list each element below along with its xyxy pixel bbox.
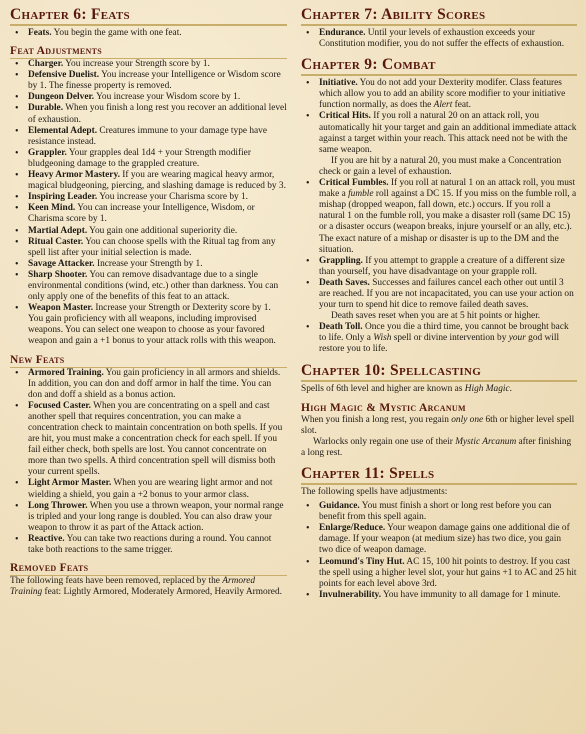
chapter-7-list [301, 28, 577, 50]
new-feats-list [10, 368, 287, 557]
term: Elemental Adept. [28, 125, 98, 136]
term: Enlarge/Reduce. [319, 523, 386, 534]
term: Inspiring Leader. [28, 192, 98, 203]
term: Sharp Shooter. [28, 269, 88, 280]
term: Death Saves. [319, 277, 370, 288]
term: Focused Caster. [28, 400, 91, 411]
italic-run: Armored Training [10, 576, 256, 598]
italic-run: your [508, 333, 526, 344]
italic-run: Wish [373, 333, 392, 344]
list-item [301, 256, 577, 278]
list-item [10, 59, 287, 70]
list-item [10, 501, 287, 534]
description: Your weapon damage gains one additional die of damage. If your weapon (at medium size) has two dice, you gain two dice of weapon damage. [319, 523, 570, 556]
list-item [10, 192, 287, 203]
description: If you attempt to grapple a creature of a different size than yourself, you have disadvantage on your grapple roll. [319, 255, 565, 277]
description: Until your levels of exhaustion exceeds your Constitution modifier, you do not suffer the effects of exhaustion. [319, 28, 565, 50]
removed-feats-heading: Removed Feats [10, 562, 287, 576]
new-feats-heading: New Feats [10, 354, 287, 368]
term: Feats. [28, 28, 52, 38]
term: Critical Fumbles. [319, 178, 389, 189]
description: You can increase your Intelligence, Wisdom, or Charisma score by 1. [28, 203, 255, 225]
list-item [10, 103, 287, 125]
list-item [301, 178, 577, 256]
term: Charger. [28, 59, 64, 70]
description: You increase your Charisma score by 1. [97, 192, 249, 203]
list-item [10, 303, 287, 347]
list-item [301, 501, 577, 523]
term: Light Armor Master. [28, 478, 112, 489]
list-item [10, 534, 287, 556]
term: Heavy Armor Mastery. [28, 170, 120, 181]
text-run: after finishing a long rest. [301, 436, 572, 458]
description: Increase your Strength by 1. [94, 258, 203, 269]
description: You must finish a short or long rest before you can benefit from this spell again. [319, 501, 552, 523]
term: Armored Training. [28, 367, 104, 378]
text-run: The following feats have been removed, replaced by the [10, 576, 223, 587]
list-item [10, 478, 287, 500]
chapter-11-heading: Chapter 11: Spells [301, 465, 577, 485]
chapter-7-heading: Chapter 7: Ability Scores [301, 6, 577, 26]
description: You gain one additional superiority die. [87, 225, 238, 236]
term: Martial Adept. [28, 225, 88, 236]
list-item [10, 170, 287, 192]
feat-adjustments-list [10, 59, 287, 347]
description-continued: Death saves reset when you are at 5 hit points or higher. [331, 311, 541, 322]
chapter-9-heading: Chapter 9: Combat [301, 56, 577, 76]
term: Dungeon Delver. [28, 92, 95, 103]
term: Death Toll. [319, 322, 363, 333]
term: Weapon Master. [28, 303, 94, 314]
term: Defensive Duelist. [28, 70, 100, 81]
chapter-10-text [301, 384, 577, 395]
right-column [301, 6, 577, 601]
text-run: spell or divine intervention by [391, 333, 509, 344]
chapter-11-intro: The following spells have adjustments: [301, 487, 448, 497]
term: Endurance. [319, 28, 366, 38]
term: Leomund's Tiny Hut. [319, 556, 405, 567]
mystic-arcanum-heading: High Magic & Mystic Arcanum [301, 401, 466, 414]
description: You have immunity to all damage for 1 minute. [381, 589, 561, 600]
text-run: roll against a DC 15. If you miss on the fumble roll, a mishap (dropped weapon, fall down, etc.) occurs. If you roll a natural 1 on the fumble roll, you make a disaster roll (same DC 15) or a disaster occurs (weapon breaks, injure yourself or an ally, etc.). The exact nature of a mishap or disaster is up to the DM and the situation. [319, 189, 577, 255]
italic-run: High Magic [464, 383, 510, 394]
description: You can choose spells with the Ritual tag from any spell list after your initial selection is made. [28, 236, 276, 258]
italic-run: Alert [433, 100, 453, 111]
term: Keen Mind. [28, 203, 76, 214]
term: Initiative. [319, 78, 358, 89]
list-item [10, 226, 287, 237]
description: You do not add your Dexterity modifer. Class features which allow you to add an ability score modifier to your initiative function normally, as does the [319, 78, 566, 111]
list-item [301, 28, 577, 50]
text-run: Warlocks only regain one use of their [313, 436, 456, 447]
text-run: feat: Lightly Armored, Moderately Armored, Heavily Armored. [42, 587, 282, 598]
description: Increase your Strength or Dexterity score by 1. You gain proficiency with all weapons, including improvised weapons. You can select one weapon to choose as your favored weapon and gain a +1 bonus to your attack rolls with this weapon. [28, 303, 276, 347]
list-item [301, 111, 577, 178]
list-item [10, 28, 287, 39]
description: You increase your Wisdom score by 1. [94, 92, 241, 103]
description: You gain proficiency in all armors and shields. In addition, you can don and doff armor in half the time. You can don and doff a shield as a bonus action. [28, 367, 281, 400]
description: You increase your Intelligence or Wisdom score by 1. The finesse property is removed. [28, 70, 281, 92]
description: AC 15, 100 hit points to destroy. If you cast the spell using a higher level slot, your hut gains +1 to AC and 25 hit points for each level above 3rd. [319, 556, 577, 589]
list-item [10, 203, 287, 225]
term: Critical Hits. [319, 111, 371, 122]
arcanum-text [301, 415, 577, 437]
chapter-9-list [301, 78, 577, 355]
chapter-10-heading: Chapter 10: Spellcasting [301, 362, 577, 382]
term: Grappling. [319, 255, 363, 266]
description: Creatures immune to your damage type have resistance instead. [28, 125, 267, 147]
description-continued: If you are hit by a natural 20, you must make a Concentration check or gain a level of exhaustion. [319, 155, 562, 177]
list-item [10, 259, 287, 270]
description: Once you die a third time, you cannot be brought back to life. Only a [319, 322, 569, 344]
term: Long Thrower. [28, 500, 88, 511]
list-item [10, 368, 287, 401]
list-item [301, 557, 577, 590]
text-run: Spells of 6th level and higher are known as [301, 383, 465, 394]
term: Reactive. [28, 533, 65, 544]
text-run: feat. [452, 100, 471, 111]
text-run: 6th or higher level spell slot. [301, 414, 575, 436]
description: When you are concentrating on a spell and cast another spell that requires concentration, you can make a concentration check to maintain concentration on both spells. If you are hit, you must make a concentration check for each spell. If you fail either check, both spells are lost. You cannot concentrate on more than two spells. A third concentration spell will dismiss both your current spells. [28, 400, 283, 478]
chapter-6-list [10, 28, 287, 39]
list-item [301, 590, 577, 601]
description: Successes and failures cancel each other out until 3 are reached. If you are not incapacitated, you can use your action on your turn to spend hit dice to remove failed death saves. [319, 277, 574, 311]
feat-adjustments-heading: Feat Adjustments [10, 45, 287, 59]
term: Durable. [28, 103, 64, 114]
list-item [301, 523, 577, 556]
italic-run: fumble [348, 189, 374, 200]
term: Grappler. [28, 147, 67, 158]
list-item [10, 92, 287, 103]
chapter-11-list [301, 501, 577, 601]
list-item [10, 237, 287, 259]
left-column [10, 6, 287, 598]
removed-feats-text [10, 576, 287, 598]
term: Guidance. [319, 501, 360, 512]
description: If you roll a natural 20 on an attack roll, you automatically hit your target and gain an additional immediate attack against a target within your reach. This attack need not be with the same weapon. [319, 111, 577, 155]
chapter-6-heading: Chapter 6: Feats [10, 6, 287, 26]
list-item [301, 322, 577, 355]
term: Savage Attacker. [28, 258, 95, 269]
description: When you finish a long rest you recover an additional level of exhaustion. [28, 103, 287, 125]
description: If you roll at natural 1 on an attack roll, you must make a [319, 178, 576, 200]
list-item [10, 126, 287, 148]
list-item [10, 401, 287, 479]
description: When you use a thrown weapon, your normal range is tripled and your long range is doubled. You can also draw your weapon to throw it as part of the Attack action. [28, 500, 284, 533]
description: You begin the game with one feat. [51, 28, 182, 38]
italic-run: only one [451, 414, 484, 425]
list-item [10, 148, 287, 170]
list-item [10, 70, 287, 92]
description: Your grapples deal 1d4 + your Strength modifier bludgeoning damage to the grappled creature. [28, 147, 251, 169]
list-item [301, 78, 577, 111]
description: You can take two reactions during a round. You cannot take both reactions to the same trigger. [28, 533, 272, 556]
description: You increase your Strength score by 1. [63, 59, 210, 70]
text-run: When you finish a long rest, you regain [301, 414, 452, 425]
list-item [10, 270, 287, 303]
arcanum-text-2 [301, 437, 577, 459]
text-run: . [509, 383, 512, 394]
list-item [301, 278, 577, 322]
description: You can remove disadvantage due to a single environmental conditions (wind, etc.) other than darkness. You can only apply one of the benefits of this feat to an attack. [28, 269, 279, 303]
description: If you are wearing magical heavy armor, magical bludgeoning, piercing, and slashing damage is reduced by 3. [28, 170, 286, 192]
text-run: god will restore you to life. [319, 333, 560, 355]
term: Invulnerability. [319, 589, 382, 600]
description: When you are wearing light armor and not wielding a shield, you gain a +2 bonus to your armor class. [28, 478, 273, 500]
term: Ritual Caster. [28, 236, 84, 247]
italic-run: Mystic Arcanum [455, 436, 517, 447]
